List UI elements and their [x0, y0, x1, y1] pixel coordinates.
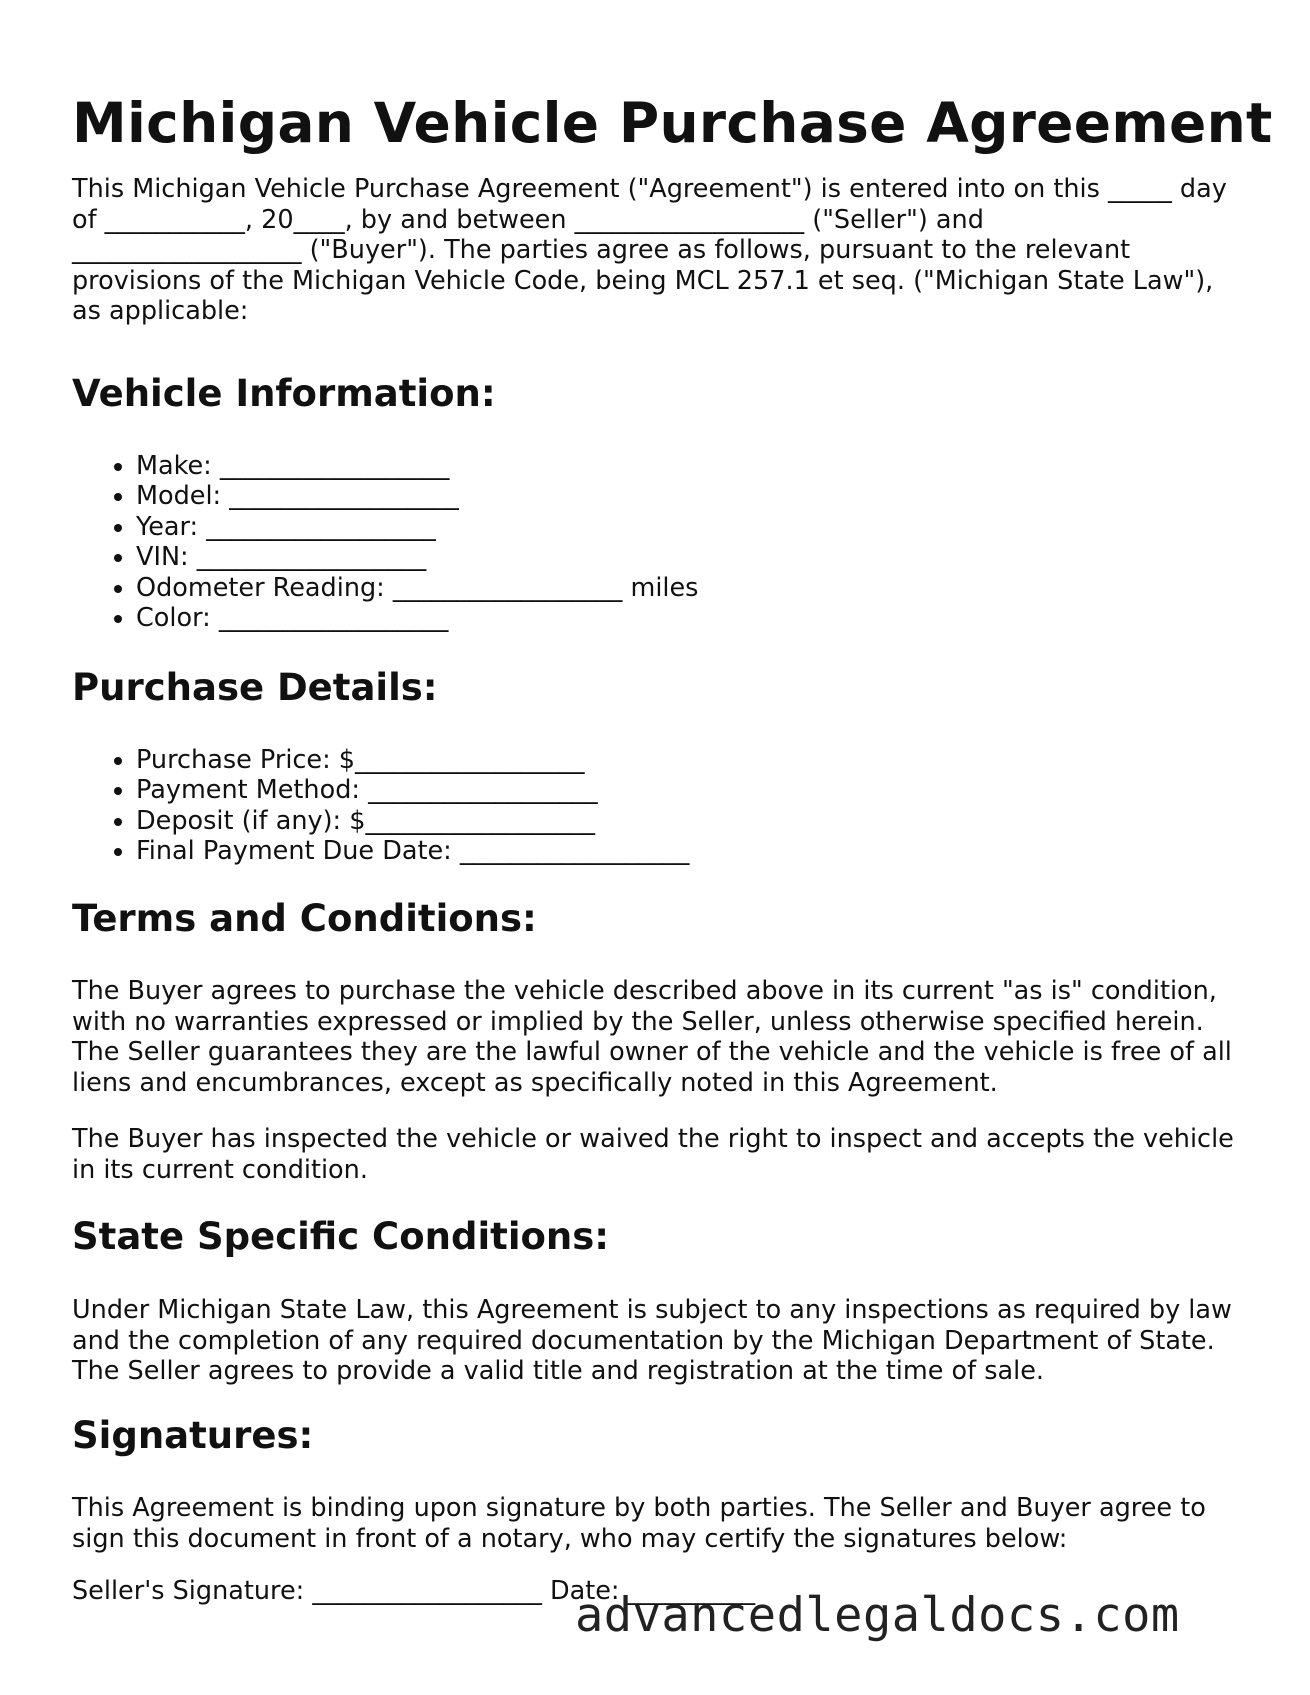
list-item: • Purchase Price: $__________________ — [136, 745, 689, 775]
vehicle-info-list — [72, 451, 698, 633]
intro-line: as applicable: — [72, 296, 249, 326]
state-line: Under Michigan State Law, this Agreement is subject to any inspections as required by law — [72, 1295, 1232, 1325]
state-line: The Seller agrees to provide a valid title and registration at the time of sale. — [72, 1356, 1044, 1386]
document-title: Michigan Vehicle Purchase Agreement — [72, 91, 1273, 155]
signatures-heading: Signatures: — [72, 1414, 314, 1457]
list-item: • Color: __________________ — [136, 603, 698, 633]
state-conditions-paragraph — [72, 1295, 1247, 1387]
terms-line: liens and encumbrances, except as specifically noted in this Agreement. — [72, 1067, 998, 1098]
purchase-details-list — [72, 745, 689, 867]
watermark-text: advancedlegaldocs.com — [575, 1588, 1180, 1643]
terms-paragraph — [72, 976, 1247, 1098]
signatures-line: sign this document in front of a notary, who may certify the signatures below: — [72, 1523, 1068, 1554]
list-item: • Model: __________________ — [136, 481, 698, 511]
vehicle-info-heading: Vehicle Information: — [72, 372, 496, 415]
signatures-line: This Agreement is binding upon signature by both parties. The Seller and Buyer agree to — [72, 1493, 1206, 1523]
terms-heading: Terms and Conditions: — [72, 897, 537, 940]
inspection-paragraph — [72, 1124, 1247, 1185]
inspection-line: in its current condition. — [72, 1154, 368, 1185]
list-item: • Deposit (if any): $__________________ — [136, 806, 689, 836]
terms-line: with no warranties expressed or implied by the Seller, unless otherwise specified herein. — [72, 1006, 1204, 1037]
intro-line: of ___________, 20____, by and between __________________ ("Seller") and — [72, 204, 984, 235]
intro-line: __________________ ("Buyer"). The parties agree as follows, pursuant to the relevant — [72, 235, 1131, 265]
signatures-paragraph — [72, 1493, 1247, 1554]
state-line: and the completion of any required documentation by the Michigan Department of State. — [72, 1325, 1215, 1356]
list-item: • Make: __________________ — [136, 451, 698, 481]
terms-line: The Buyer agrees to purchase the vehicle described above in its current "as is" condition, — [72, 976, 1217, 1006]
list-item: • Year: __________________ — [136, 512, 698, 542]
list-item: • VIN: __________________ — [136, 542, 698, 572]
purchase-details-heading: Purchase Details: — [72, 666, 438, 709]
list-item: • Payment Method: __________________ — [136, 775, 689, 805]
intro-paragraph — [72, 174, 1247, 327]
inspection-line: The Buyer has inspected the vehicle or waived the right to inspect and accepts the vehicle — [72, 1124, 1234, 1154]
intro-line: provisions of the Michigan Vehicle Code, being MCL 257.1 et seq. ("Michigan State Law"), — [72, 265, 1214, 296]
list-item: • Odometer Reading: __________________ miles — [136, 573, 698, 603]
list-item: • Final Payment Due Date: __________________ — [136, 836, 689, 866]
terms-line: The Seller guarantees they are the lawful owner of the vehicle and the vehicle is free of all — [72, 1037, 1232, 1067]
intro-line: This Michigan Vehicle Purchase Agreement ("Agreement") is entered into on this _____ day — [72, 174, 1227, 204]
seller-signature-line: Seller's Signature: __________________ Date: __________ — [72, 1576, 756, 1606]
state-conditions-heading: State Specific Conditions: — [72, 1215, 610, 1258]
